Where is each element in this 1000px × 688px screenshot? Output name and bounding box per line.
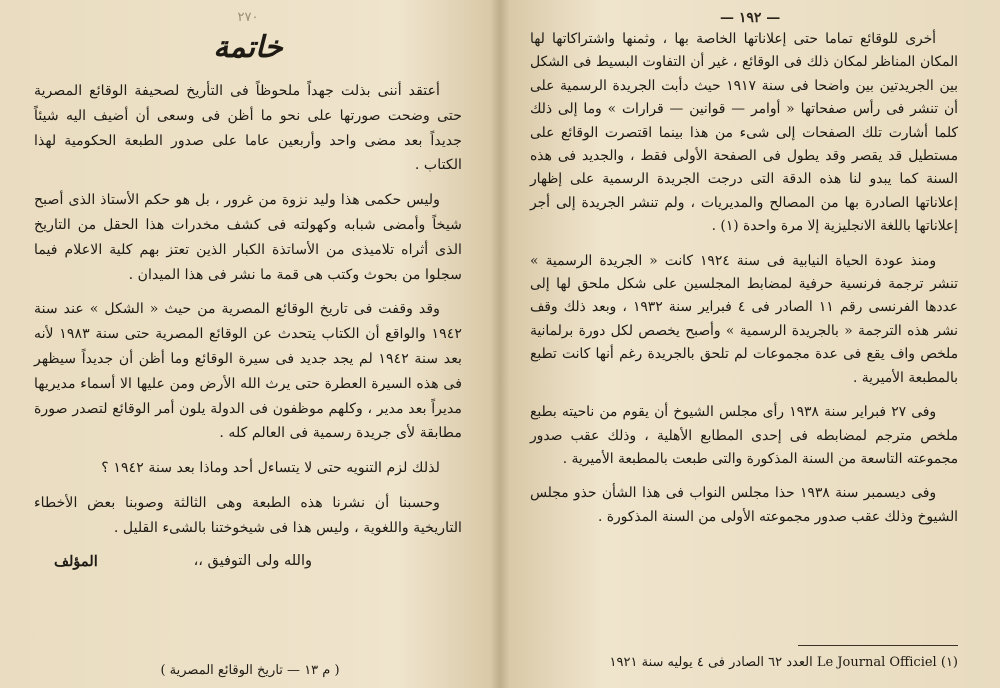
page-footer: ( م ١٣ — تاريخ الوقائع المصرية ) — [160, 663, 340, 678]
author-signature: المؤلف — [54, 552, 98, 570]
paragraph: أخرى للوقائع تماما حتى إعلاناتها الخاصة بها ، وثمنها واشتراكاتها لها المكان المناظر لمكان ذلك فى الوقائع ، غير أن التفاوت البسيط فى الشكل بين الجريدتين بين واضحا فى سنة ١٩١٧ حيث دأبت الجريدة الرسمية على أن تنشر فى رأس صفحاتها « أوامر — قوانين — قرارات » وما إلى ذلك كلما أشارت تلك الصفحات إلى شىء من هذا بينما اقتصرت الوقائع على مستطيل قد يقصر وقد يطول فى الصفحة الأولى فقط ، والجديد فى هذه السنة كما يبدو لنا هذه الدقة التى درجت الجريدة الرسمية على إظهار إعلاناتها الصادرة بها من المصالح والمديريات ، ولم تنشر الجريدة إلى أجر إعلاناتها باللغة الانجليزية إلا مرة واحدة (١) . — [530, 31, 958, 235]
paragraph: لذلك لزم التنويه حتى لا يتساءل أحد وماذا بعد سنة ١٩٤٢ ؟ — [101, 460, 440, 477]
right-page — [500, 0, 1000, 688]
paragraph: وقد وقفت فى تاريخ الوقائع المصرية من حيث « الشكل » عند سنة ١٩٤٢ والواقع أن الكتاب يتحدث عن الوقائع المصرية حتى سنة ١٩٨٣ لأنه بعد سنة ١٩٤٢ لم يجد جديد فى سيرة الوقائع وما أظن أن جديداً سيظهر فى هذه السيرة العطرة حتى يرث الله الأرض ومن عليها الا أسماء مديريها مديراً بعد مدير ، وكلهم موظفون فى الدولة يلون أمر الوقائع لتصدر صورة مطابقة لأى جريدة رسمية فى العالم كله . — [34, 301, 462, 442]
paragraph: وفى ديسمبر سنة ١٩٣٨ حذا مجلس النواب فى هذا الشأن حذو مجلس الشيوخ وذلك عقب صدور مجموعته الأولى من السنة المذكورة . — [530, 485, 958, 525]
chapter-title: خاتمة — [213, 30, 283, 65]
footnote-divider — [798, 645, 958, 646]
paragraph: ومنذ عودة الحياة النيابية فى سنة ١٩٢٤ كانت « الجريدة الرسمية » تنشر ترجمة فرنسية حرفية لمضابط المجلسين على شكل ملحق لها إلى عددها الفرنسى رقم ١١ الصادر فى ٤ فبراير سنة ١٩٣٢ ، وبعد ذلك وقف نشر هذه الترجمة « بالجريدة الرسمية » وأصبح يخصص لكل دورة برلمانية ملخص واف يقع فى عدة مجموعات لم تلحق بالجريدة رغم أنها كانت تطبع بالمطبعة الأميرية . — [530, 252, 958, 386]
paragraph: أعتقد أننى بذلت جهداً ملحوظاً فى التأريخ لصحيفة الوقائع المصرية حتى وضحت صورتها على نحو ما أظن فى وسعى أن أضيف اليه شيئاً جديداً بعد مضى واحد وأربعين عاما على صدور الطبعة الحكومية لهذا الكتاب . — [34, 83, 462, 174]
paragraph: وحسبنا أن نشرنا هذه الطبعة وهى الثالثة وصوبنا بعض الأخطاء التاريخية واللغوية ، وليس هذا فى شيخوختنا بالشىء القليل . — [34, 494, 462, 536]
paragraph: وفى ٢٧ فبراير سنة ١٩٣٨ رأى مجلس الشيوخ أن يقوم من ناحيته بطبع ملخص مترجم لمضابطه فى إحدى المطابع الأهلية ، وذلك عقب صدور مجموعته التاسعة من السنة المذكورة والتى طبعت بالمطبعة الأميرية . — [530, 404, 958, 467]
page-number: — ١٩٢ — — [720, 10, 781, 26]
footnote: (١) Le Journal Officiel العدد ٦٢ الصادر فى ٤ يوليه سنة ١٩٢١ — [609, 655, 958, 670]
closing-line — [34, 553, 462, 577]
sign-off: والله ولى التوفيق ،، — [193, 552, 312, 569]
paragraph: وليس حكمى هذا وليد نزوة من غرور ، بل هو حكم الأستاذ الذى أصبح شيخاً وأمضى شبابه وكهولته فى كشف مخدرات هذا الحقل من التاريخ الذى أثراه تلاميذى من الأساتذة الكبار الذين تعتز بهم كلية الاعلام فيما سجلوا من بحوث وكتب هى قمة ما نشر فى هذا الميدان . — [34, 192, 462, 283]
page-number: ٢٧٠ — [237, 10, 259, 25]
